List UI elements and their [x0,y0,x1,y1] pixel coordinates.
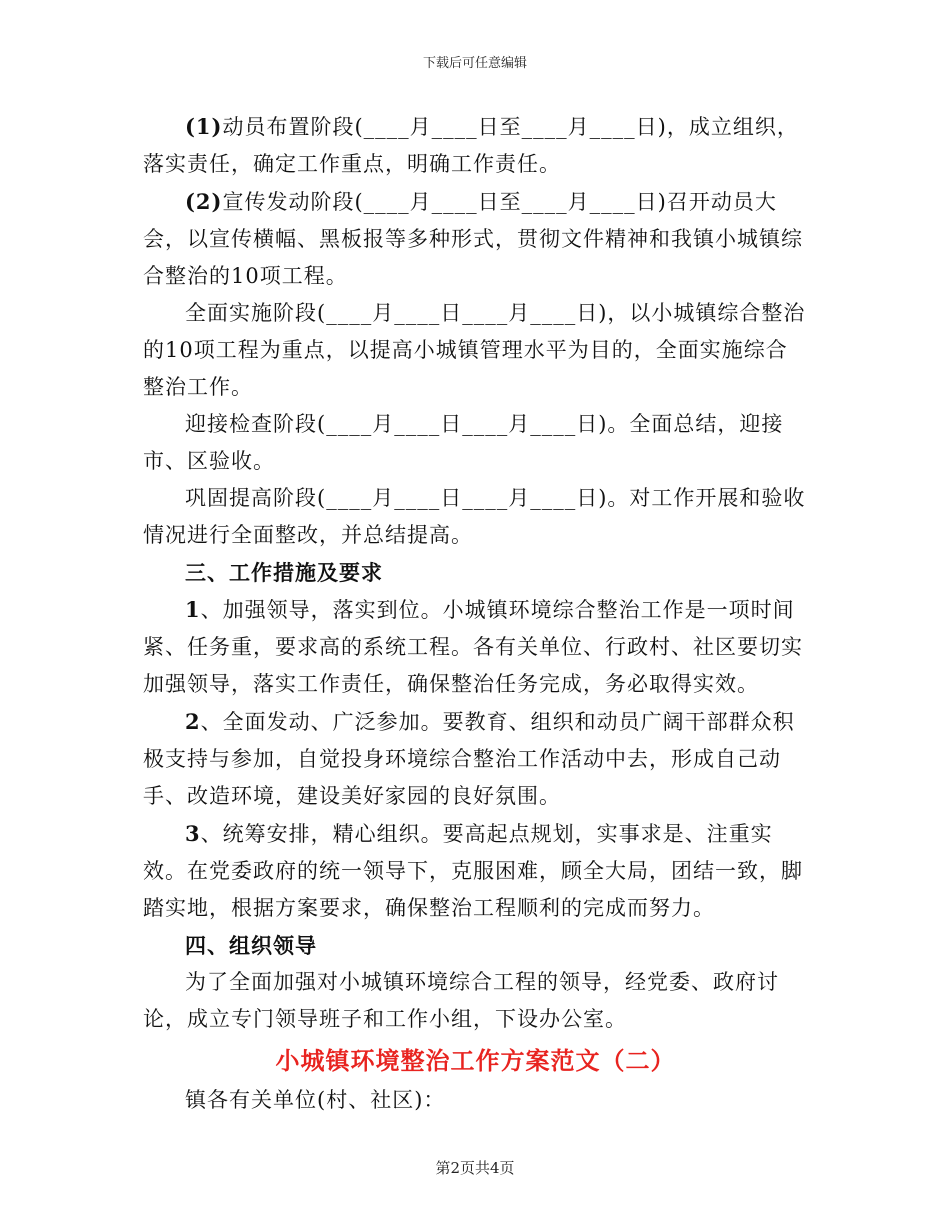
phase-paragraph-1 [143,108,808,183]
phase-text: 巩固提高阶段(____月____日____月____日)。对工作开展和验收情况进行全面整改，并总结提高。 [143,486,806,547]
document-body [143,108,808,1119]
measure-number: 3 [185,821,201,846]
section-4-heading: 四、组织领导 [185,933,317,958]
measure-text: 、全面发动、广泛参加。要教育、组织和动员广阔干部群众积极支持与参加，自觉投身环境综合整治工作活动中去，形成自己动手、改造环境，建设美好家园的良好氛围。 [143,710,795,808]
phase-text: 全面实施阶段(____月____日____月____日)，以小城镇综合整治的10项工程为重点，以提高小城镇管理水平为目的，全面实施综合整治工作。 [143,301,806,399]
measure-text: 、加强领导，落实到位。小城镇环境综合整治工作是一项时间紧、任务重，要求高的系统工程。各有关单位、行政村、社区要切实加强领导，落实工作责任，确保整治任务完成，务必取得实效。 [143,598,803,696]
phase-paragraph-5 [143,480,808,554]
phase-text: 宣传发动阶段(____月____日至____月____日)召开动员大会，以宣传横幅、黑板报等多种形式，贯彻文件精神和我镇小城镇综合整治的10项工程。 [143,190,803,288]
page-header: 下载后可任意编辑 [422,56,527,71]
phase-paragraph-2 [143,183,808,295]
measure-item-3 [143,815,808,927]
measure-text: 、统筹安排，精心组织。要高起点规划，实事求是、注重实效。在党委政府的统一领导下，克服困难，顾全大局，团结一致，脚踏实地，根据方案要求，确保整治工程顺利的完成而努力。 [143,822,803,920]
phase-number: (1) [185,114,223,139]
phase-paragraph-4 [143,406,808,480]
section-4-text: 为了全面加强对小城镇环境综合工程的领导，经党委、政府讨论，成立专门领导班子和工作小组，下设办公室。 [143,970,779,1031]
salutation: 镇各有关单位(村、社区)： [185,1088,446,1112]
measure-item-1 [143,591,808,703]
section-3-heading: 三、工作措施及要求 [185,560,383,585]
phase-text: 动员布置阶段(____月____日至____月____日)，成立组织，落实责任，确定工作重点，明确工作责任。 [143,115,799,176]
page-footer: 第2页共4页 [435,1159,515,1177]
measure-number: 1 [185,597,201,622]
phase-number: (2) [185,189,223,214]
phase-paragraph-3 [143,295,808,406]
measure-number: 2 [185,709,201,734]
measure-item-2 [143,703,808,815]
document-title: 小城镇环境整治工作方案范文（二） [275,1046,676,1075]
phase-text: 迎接检查阶段(____月____日____月____日)。全面总结，迎接市、区验收。 [143,412,784,473]
